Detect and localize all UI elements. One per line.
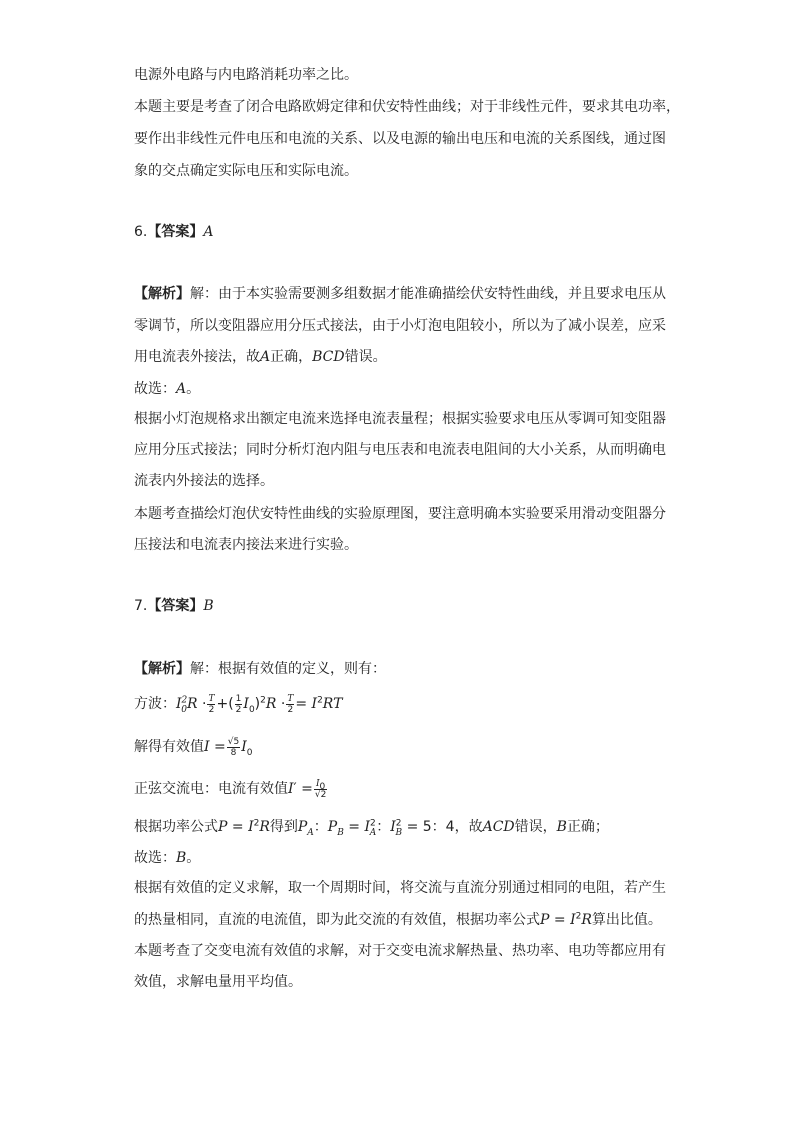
text: 正确， [270, 349, 313, 365]
text: 解：由于本实验需要测多组数据才能准确描绘伏安特性曲线，并且要求电压从 [190, 286, 666, 302]
square-wave-equation: 方波：$I^2_0R$ · $\frac{T}{2}$ +( $\frac{1}{2}$ $I_0)^2R$ · $\frac{T}{2}$ = $I^2RT$ [134, 693, 343, 715]
text-line: 零调节，所以变阻器应用分压式接法，由于小灯泡电阻较小，所以为了减小误差，应采 [134, 318, 666, 334]
text-line [134, 346, 674, 368]
text: 错误。 [344, 349, 387, 365]
text-line: 本题考查描绘灯泡伏安特性曲线的实验原理图，要注意明确本实验要采用滑动变阻器分 [134, 506, 666, 522]
q7-analysis-line [134, 658, 674, 680]
q7-answer: B [203, 598, 214, 614]
text: ： [313, 819, 328, 835]
text: 正确； [566, 819, 609, 835]
sine-wave-equation: 正弦交流电：电流有效值I′ = $\frac{I_0}{√2}$ [134, 778, 327, 800]
text-line [134, 378, 674, 400]
q6-number: 6. [134, 224, 148, 240]
effective-value-equation: 解得有效值I = $\frac{√5}{8}$ $I_0$ [134, 736, 253, 758]
text: 算出比值。 [591, 912, 662, 928]
q7-number: 7. [134, 598, 148, 614]
math-var: B [556, 819, 567, 835]
text: = 5：4，故 [406, 819, 483, 835]
text: 解得有效值 [134, 739, 204, 755]
text: 正弦交流电：电流有效值 [134, 781, 288, 797]
math-var: B [176, 850, 187, 866]
q7-analysis-tag: 【解析】 [134, 661, 190, 677]
text-line: 电源外电路与内电路消耗功率之比。 [134, 67, 358, 83]
text: 故选： [134, 850, 176, 866]
q7-answer-line [134, 595, 674, 617]
text-line: 效值，求解电量用平均值。 [134, 974, 302, 990]
text: 。 [186, 381, 201, 397]
math-var: ACD [482, 819, 515, 835]
text-line: 本题主要是考查了闭合电路欧姆定律和伏安特性曲线；对于非线性元件，要求其电功率， [134, 99, 680, 115]
math-var: BCD [312, 349, 345, 365]
text: 方波： [134, 696, 176, 712]
math-var: A [176, 381, 187, 397]
q6-analysis-tag: 【解析】 [134, 286, 190, 302]
power-formula-line: 根据功率公式$P = I^2R$得到$P_A$：$P_B = I^2_A$：$I^2_B = 5$：4，故ACD错误，B正确； [134, 818, 609, 838]
text-line: 象的交点确定实际电压和实际电流。 [134, 163, 358, 179]
text: 的热量相同，直流的电流值，即为此交流的有效值，根据功率公式 [134, 912, 540, 928]
q6-answer-tag: 【答案】 [147, 224, 204, 240]
text-line [134, 847, 674, 869]
text: 得到 [269, 819, 298, 835]
math-var: A [260, 349, 271, 365]
text-line: 压接法和电流表内接法来进行实验。 [134, 537, 358, 553]
text-line: 根据小灯泡规格求出额定电流来选择电流表量程；根据实验要求电压从零调可知变阻器 [134, 411, 666, 427]
text: 故选： [134, 381, 176, 397]
q6-answer: A [203, 224, 214, 240]
text-line: 本题考查了交变电流有效值的求解，对于交变电流求解热量、热功率、电功等都应用有 [134, 943, 666, 959]
text-line: 应用分压式接法；同时分析灯泡内阻与电压表和电流表电阻间的大小关系，从而明确电 [134, 442, 666, 458]
text-line: 根据有效值的定义求解，取一个周期时间，将交流与直流分别通过相同的电阻，若产生 [134, 880, 666, 896]
q7-answer-tag: 【答案】 [147, 598, 204, 614]
q6-answer-line [134, 221, 674, 243]
text-line: 要作出非线性元件电压和电流的关系、以及电源的输出电压和电流的关系图线，通过图 [134, 131, 666, 147]
text: 根据功率公式 [134, 819, 218, 835]
text: 。 [186, 850, 201, 866]
text-line: 流表内外接法的选择。 [134, 473, 274, 489]
text: 解：根据有效值的定义，则有： [190, 661, 386, 677]
text-line: 的热量相同，直流的电流值，即为此交流的有效值，根据功率公式$P = I^2R$算出比值。 [134, 911, 662, 928]
text: 用电流表外接法，故 [134, 349, 260, 365]
q6-analysis-line [134, 283, 674, 305]
text: 错误， [514, 819, 557, 835]
